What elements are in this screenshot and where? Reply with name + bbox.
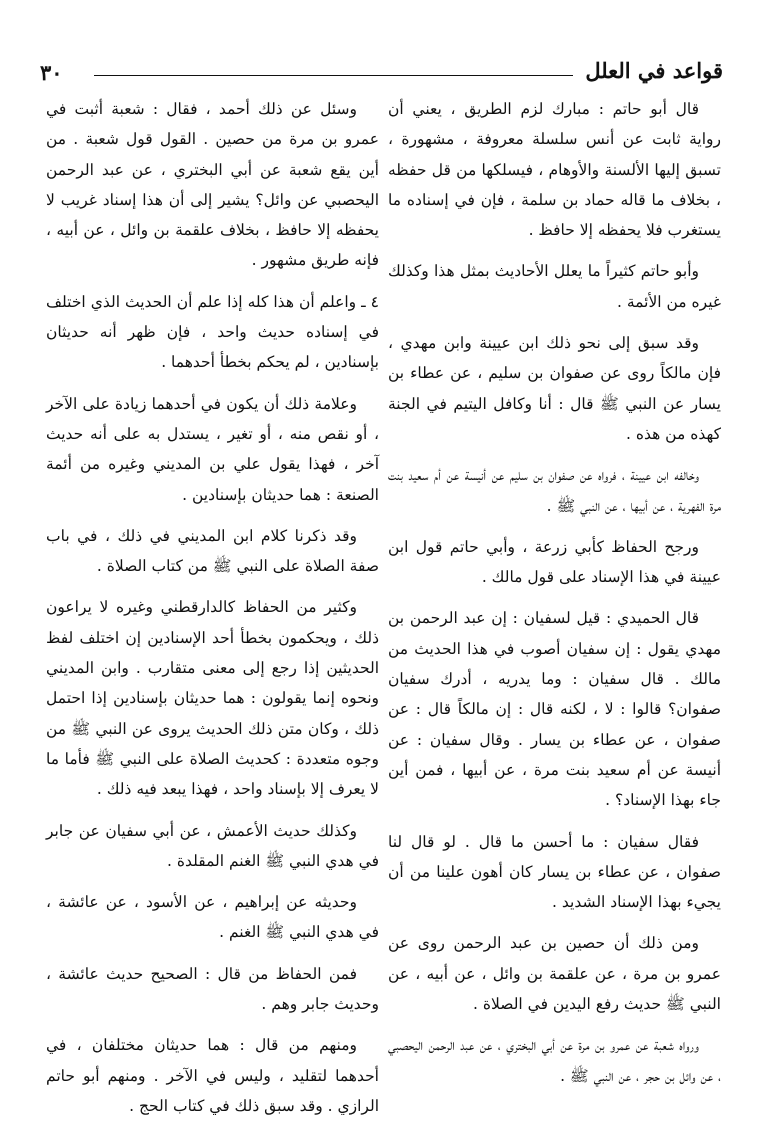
paragraph: وكذلك حديث الأعمش ، عن أبي سفيان عن جابر في هدي النبي ﷺ الغنم المقلدة .	[46, 821, 379, 870]
paragraph: وقد سبق إلى نحو ذلك ابن عيينة وابن مهدي ، فإن مالكاً روى عن صفوان بن سليم ، عن عطاء بن يسار عن النبي ﷺ قال : أنا وكافل اليتيم في الجنة كهذه من هذه .	[388, 334, 721, 443]
paragraph: ومنهم من قال : هما حديثان مختلفان ، في أحدهما لتقليد ، وليس في الآخر . ومنهم أبو حاتم الرازي . وقد سبق ذلك في كتاب الحج .	[46, 1036, 379, 1115]
left-column	[46, 94, 379, 1115]
paragraph: قال أبو حاتم : مبارك لزم الطريق ، يعني أن رواية ثابت عن أنس سلسلة معروفة ، مشهورة ، تسبق إليها الألسنة والأوهام ، فيسلكها من قل حفظه ، بخلاف ما قاله حماد بن سلمة ، فإن في إسناده ما يستغرب فلا يحفظه إلا حافظ .	[388, 100, 721, 240]
paragraph: وخالفه ابن عيينة ، فرواه عن صفوان بن سليم عن أنيسة عن أم سعيد بنت مرة الفهرية ، عن أبيها ، عن النبي ﷺ .	[388, 466, 721, 515]
paragraph: ورواه شعبة عن عمرو بن مرة عن أبي البختري ، عن عبد الرحمن اليحصبي ، عن وائل بن حجر ، عن النبي ﷺ .	[388, 1036, 721, 1085]
page-header	[40, 58, 723, 90]
paragraph: وسئل عن ذلك أحمد ، فقال : شعبة أثبت في عمرو بن مرة من حصين . القول قول شعبة . من أين يقع شعبة عن أبي البختري ، عن عبد الرحمن اليحصبي عن وائل؟ يشير إلى أن هذا إسناد غريب لا يحفظه إلا حافظ ، بخلاف علقمة بن وائل ، عن أبيه ، فإنه طريق مشهور .	[46, 100, 379, 270]
paragraph: ومن ذلك أن حصين بن عبد الرحمن روى عن عمرو بن مرة ، عن علقمة بن وائل ، عن أبيه ، عن النبي ﷺ حديث رفع اليدين في الصلاة .	[388, 934, 721, 1014]
paragraph: قال الحميدي : قيل لسفيان : إن عبد الرحمن بن مهدي يقول : إن سفيان أصوب في هذا الحديث من مالك . قال سفيان : وما يدريه ، أدرك سفيان صفوان؟ قالوا : لا ، لكنه قال : إن مالكاً قال : عن صفوان ، عن عطاء بن يسار . وقال سفيان : عن أنيسة عن أم سعيد بنت مرة ، عن أبيها ، فمن أين جاء بهذا الإسناد؟ .	[388, 609, 721, 810]
paragraph: فقال سفيان : ما أحسن ما قال . لو قال لنا صفوان ، عن عطاء بن يسار كان أهون علينا من أن يجيء بهذا الإسناد الشديد .	[388, 832, 721, 912]
paragraph: فمن الحفاظ من قال : الصحيح حديث عائشة ، وحديث جابر وهم .	[46, 964, 379, 1014]
paragraph: وقد ذكرنا كلام ابن المديني في ذلك ، في باب صفة الصلاة على النبي ﷺ من كتاب الصلاة .	[46, 526, 379, 576]
header-rule	[94, 75, 573, 76]
numbered-paragraph: ٤ ـ واعلم أن هذا كله إذا علم أن الحديث الذي اختلف في إسناده حديث واحد ، فإن ظهر أنه حديثان بإسنادين ، لم يحكم بخطأ أحدهما .	[46, 292, 379, 372]
paragraph: وحديثه عن إبراهيم ، عن الأسود ، عن عائشة ، في هدي النبي ﷺ الغنم .	[46, 893, 379, 942]
page-number: ٣٠	[40, 60, 63, 85]
paragraph: ورجح الحفاظ كأبي زرعة ، وأبي حاتم قول ابن عيينة في هذا الإسناد على قول مالك .	[388, 537, 721, 587]
paragraph: وعلامة ذلك أن يكون في أحدهما زيادة على الآخر ، أو نقص منه ، أو تغير ، يستدل به على أنه حديث آخر ، فهذا يقول علي بن المديني وغيره من أئمة الصنعة : هما حديثان بإسنادين .	[46, 394, 379, 504]
paragraph: وأبو حاتم كثيراً ما يعلل الأحاديث بمثل هذا وكذلك غيره من الأئمة .	[388, 262, 721, 311]
paragraph: وكثير من الحفاظ كالدارقطني وغيره لا يراعون ذلك ، ويحكمون بخطأ أحد الإسنادين إن اختلف لفظ الحديثين إذا رجع إلى معنى متقارب . وابن المديني ونحوه إنما يقولون : هما حديثان بإسنادين إذا احتمل ذلك ، وكان متن ذلك الحديث يروى عن النبي ﷺ من وجوه متعددة : كحديث الصلاة على النبي ﷺ فأما ما لا يعرف إلا بإسناد واحد ، فهذا يبعد فيه ذلك .	[46, 598, 379, 799]
running-title: قواعد في العلل	[585, 58, 723, 83]
right-column	[388, 94, 721, 1094]
